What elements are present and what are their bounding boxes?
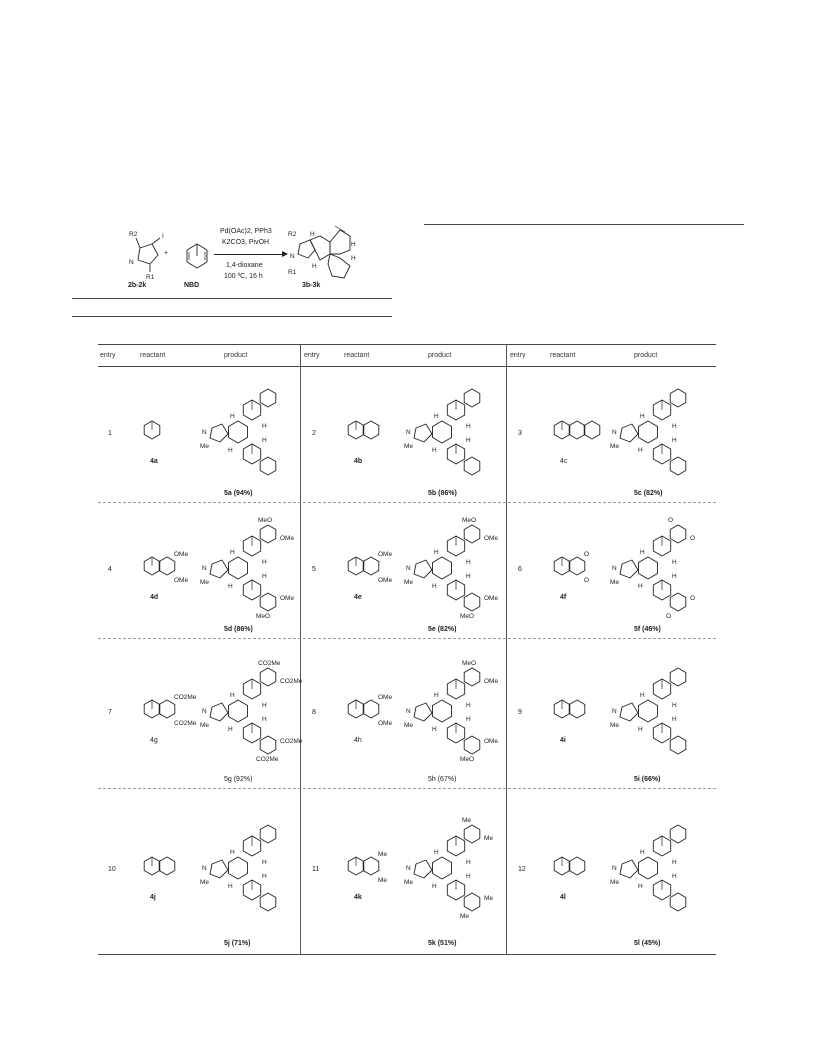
reactant-structure: [338, 406, 398, 456]
product-h: H: [672, 716, 677, 723]
scheme-product-structure: [288, 222, 358, 286]
product-h: H: [432, 726, 437, 733]
product-h: H: [638, 447, 643, 454]
product-substituent: O: [666, 613, 672, 620]
product-label: 5b (86%): [428, 490, 457, 497]
reactant-structure: [134, 542, 194, 592]
product-substituent: MeO: [460, 756, 475, 763]
reactant-substituent: OMe: [378, 720, 393, 727]
product-me: Me: [610, 879, 620, 886]
product-label: 5g (92%): [224, 776, 253, 783]
left-compound-label: 2b-2k: [128, 282, 147, 289]
conditions-line-2: K2CO3, PivOH: [222, 239, 270, 246]
product-h: H: [672, 702, 677, 709]
plus-sign: +: [164, 250, 169, 257]
product-structure: [404, 648, 499, 774]
product-h: H: [262, 423, 267, 430]
product-me: Me: [404, 443, 414, 450]
product-h: H: [672, 573, 677, 580]
product-h: H: [466, 423, 471, 430]
product-substituent: O: [690, 535, 696, 542]
product-substituent: OMe: [484, 738, 499, 745]
r1-label: R1: [146, 274, 155, 281]
product-label: 5k (51%): [428, 940, 457, 947]
product-h: H: [640, 549, 645, 556]
product-substituent: CO2Me: [258, 660, 281, 667]
product-structure: [612, 798, 702, 938]
product-n: N: [202, 865, 207, 872]
reactant-structure: [338, 542, 398, 592]
row-separator: [98, 502, 716, 503]
table-header-rule: [98, 366, 716, 367]
product-h: H: [262, 702, 267, 709]
product-h: H: [638, 583, 643, 590]
reactant-substituent: OMe: [174, 577, 189, 584]
product-structure: [200, 648, 303, 774]
top-right-rule: [424, 224, 744, 225]
entry-number: 5: [312, 566, 316, 573]
product-h: H: [672, 423, 677, 430]
product-h: H: [434, 549, 439, 556]
scheme-rule-1: [72, 298, 392, 299]
product-me: Me: [200, 879, 210, 886]
product-substituent: OMe: [484, 595, 499, 602]
product-me: Me: [404, 722, 414, 729]
product-h: H: [466, 859, 471, 866]
product-substituent: MeO: [256, 613, 271, 620]
product-substituent: MeO: [258, 517, 273, 524]
product-structure: [406, 798, 496, 938]
r2-label: R2: [129, 231, 138, 238]
entry-number: 4: [108, 566, 112, 573]
table-bottom-rule: [98, 954, 716, 955]
product-substituent: MeO: [462, 660, 477, 667]
header-reactant: reactant: [550, 352, 576, 359]
reactant-substituent: O: [584, 551, 590, 558]
nbd-structure: [182, 240, 212, 270]
product-me: Me: [200, 579, 210, 586]
entry-number: 7: [108, 709, 112, 716]
product-h: H: [672, 437, 677, 444]
product-h: H: [262, 437, 267, 444]
entry-number: 3: [518, 430, 522, 437]
reactant-substituent: CO2Me: [174, 720, 197, 727]
product-h: H: [672, 873, 677, 880]
scheme-h-1: H: [310, 231, 315, 238]
entry-number: 10: [108, 866, 116, 873]
product-h: H: [228, 883, 233, 890]
reactant-label: 4i: [560, 737, 566, 744]
product-substituent: OMe: [484, 535, 499, 542]
product-h: H: [434, 849, 439, 856]
scheme-rule-2: [72, 316, 392, 317]
product-substituent: MeO: [462, 517, 477, 524]
product-n: N: [406, 865, 411, 872]
product-h: H: [230, 692, 235, 699]
product-me: Me: [200, 722, 210, 729]
reactant-label: 4k: [354, 894, 362, 901]
entry-number: 9: [518, 709, 522, 716]
reactant-structure: [134, 685, 197, 735]
product-compound-label: 3b-3k: [302, 282, 321, 289]
header-entry: entry: [100, 352, 116, 359]
product-me: Me: [404, 579, 414, 586]
product-structure: [612, 648, 702, 774]
product-structure: [612, 376, 702, 488]
reactant-label: 4h: [354, 737, 362, 744]
reactant-label: 4c: [560, 458, 568, 465]
product-substituent: CO2Me: [280, 738, 303, 745]
reactant-substituent: O: [584, 577, 590, 584]
product-substituent: CO2Me: [256, 756, 279, 763]
product-label: 5h (67%): [428, 776, 457, 783]
product-h: H: [672, 559, 677, 566]
product-h: H: [228, 726, 233, 733]
n-label-1: N: [129, 259, 134, 266]
product-h: H: [672, 859, 677, 866]
scheme-h-3: H: [351, 255, 356, 262]
entry-number: 1: [108, 430, 112, 437]
product-h: H: [466, 873, 471, 880]
product-structure: [612, 512, 702, 624]
product-n: N: [612, 565, 617, 572]
product-n: N: [612, 865, 617, 872]
conditions-line-4: 100 ºC, 16 h: [224, 273, 263, 280]
scheme-r1: R1: [288, 269, 297, 276]
product-structure: [202, 376, 292, 488]
product-h: H: [640, 849, 645, 856]
product-label: 5d (86%): [224, 626, 253, 633]
reactant-substituent: CO2Me: [174, 694, 197, 701]
product-structure: [404, 512, 499, 624]
reactant-label: 4b: [354, 458, 363, 465]
header-product: product: [224, 352, 248, 359]
product-h: H: [638, 726, 643, 733]
product-n: N: [202, 708, 207, 715]
entry-number: 12: [518, 866, 526, 873]
reactant-substituent: OMe: [174, 551, 189, 558]
iodo-label: I: [162, 233, 164, 240]
reactant-label: 4l: [560, 894, 566, 901]
header-entry: entry: [304, 352, 320, 359]
header-entry: entry: [510, 352, 526, 359]
table-top-rule: [98, 344, 716, 345]
product-h: H: [262, 716, 267, 723]
reactant-label: 4e: [354, 594, 362, 601]
product-h: H: [228, 447, 233, 454]
product-substituent: OMe: [280, 535, 295, 542]
reactant-structure: [544, 685, 604, 735]
row-separator: [98, 638, 716, 639]
product-h: H: [466, 573, 471, 580]
product-h: H: [432, 583, 437, 590]
scheme-n: N: [290, 253, 295, 260]
product-h: H: [466, 716, 471, 723]
row-separator: [98, 788, 716, 789]
reactant-label: 4d: [150, 594, 159, 601]
product-n: N: [406, 429, 411, 436]
product-label: 5i (66%): [634, 776, 661, 783]
reactant-structure: [134, 406, 194, 456]
product-h: H: [466, 702, 471, 709]
product-h: H: [230, 413, 235, 420]
reactant-structure: [544, 842, 604, 892]
product-h: H: [262, 859, 267, 866]
product-structure: [200, 512, 295, 624]
reactant-substituent: OMe: [378, 551, 393, 558]
reactant-structure: [544, 406, 604, 456]
entry-number: 11: [312, 866, 320, 873]
conditions-line-1: Pd(OAc)2, PPh3: [220, 228, 272, 235]
scheme-h-2: H: [351, 241, 356, 248]
reactant-label: 4j: [150, 894, 156, 901]
product-n: N: [612, 429, 617, 436]
product-h: H: [640, 692, 645, 699]
header-reactant: reactant: [344, 352, 370, 359]
product-h: H: [230, 549, 235, 556]
nbd-label: NBD: [184, 282, 200, 289]
product-h: H: [434, 692, 439, 699]
substrate-table: [98, 344, 716, 956]
product-me: Me: [200, 443, 210, 450]
reactant-structure: [134, 842, 194, 892]
product-substituent: Me: [484, 895, 494, 902]
entry-number: 6: [518, 566, 522, 573]
product-n: N: [406, 708, 411, 715]
product-n: N: [612, 708, 617, 715]
reactant-structure: [544, 542, 604, 592]
product-h: H: [640, 413, 645, 420]
product-h: H: [466, 559, 471, 566]
reactant-substituent: Me: [378, 851, 388, 858]
scheme-h-4: H: [312, 263, 317, 270]
product-me: Me: [404, 879, 414, 886]
iodopyrazole-structure: [120, 224, 190, 284]
product-structure: [406, 376, 496, 488]
column-divider-2: [506, 344, 507, 955]
reactant-substituent: Me: [378, 877, 388, 884]
product-h: H: [262, 873, 267, 880]
product-label: 5l (45%): [634, 940, 661, 947]
product-label: 5c (82%): [634, 490, 663, 497]
reactant-substituent: OMe: [378, 577, 393, 584]
product-h: H: [638, 883, 643, 890]
reactant-label: 4g: [150, 737, 158, 744]
product-h: H: [262, 573, 267, 580]
product-n: N: [202, 429, 207, 436]
product-label: 5a (94%): [224, 490, 253, 497]
conditions-line-3: 1,4-dioxane: [226, 262, 263, 269]
product-substituent: Me: [484, 835, 494, 842]
column-divider-1: [300, 344, 301, 955]
header-product: product: [634, 352, 658, 359]
header-product: product: [428, 352, 452, 359]
reactant-label: 4a: [150, 458, 158, 465]
product-structure: [202, 798, 292, 938]
reaction-arrow: [214, 254, 284, 255]
product-label: 5j (71%): [224, 940, 251, 947]
product-substituent: O: [668, 517, 674, 524]
reactant-structure: [338, 842, 398, 892]
product-substituent: MeO: [460, 613, 475, 620]
product-h: H: [432, 447, 437, 454]
product-n: N: [202, 565, 207, 572]
reactant-structure: [338, 685, 398, 735]
product-h: H: [228, 583, 233, 590]
entry-number: 8: [312, 709, 316, 716]
reactant-label: 4f: [560, 594, 567, 601]
product-substituent: OMe: [280, 595, 295, 602]
product-n: N: [406, 565, 411, 572]
product-me: Me: [610, 579, 620, 586]
product-substituent: Me: [462, 817, 472, 824]
product-h: H: [432, 883, 437, 890]
product-h: H: [466, 437, 471, 444]
product-h: H: [434, 413, 439, 420]
product-me: Me: [610, 722, 620, 729]
product-substituent: O: [690, 595, 696, 602]
product-substituent: OMe: [484, 678, 499, 685]
product-label: 5e (82%): [428, 626, 457, 633]
product-label: 5f (46%): [634, 626, 661, 633]
product-substituent: Me: [460, 913, 470, 920]
entry-number: 2: [312, 430, 316, 437]
product-substituent: CO2Me: [280, 678, 303, 685]
product-me: Me: [610, 443, 620, 450]
reactant-substituent: OMe: [378, 694, 393, 701]
product-h: H: [230, 849, 235, 856]
scheme-r2: R2: [288, 231, 297, 238]
product-h: H: [262, 559, 267, 566]
header-reactant: reactant: [140, 352, 166, 359]
